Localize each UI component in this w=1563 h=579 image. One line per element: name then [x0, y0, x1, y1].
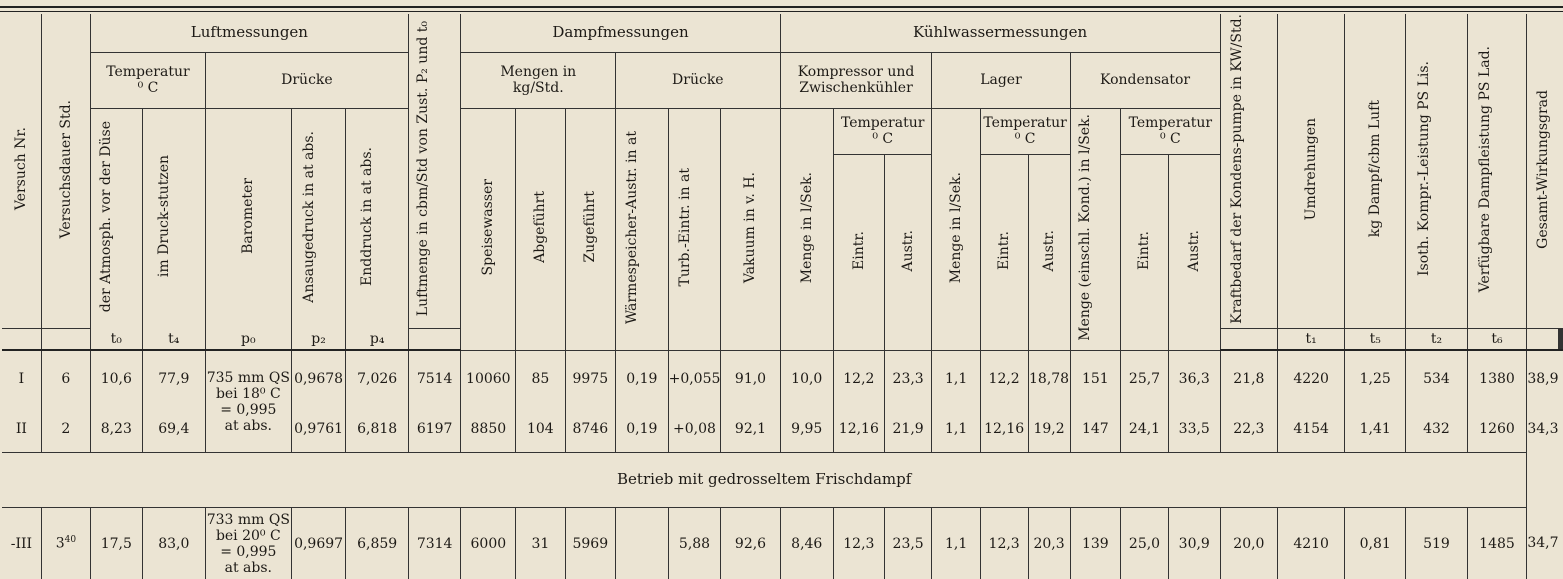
header-zugefuehrt: Zugeführt — [565, 108, 616, 350]
header-l-menge: Menge in l/Sek. — [932, 108, 980, 350]
header-luftmenge: Luftmenge in cbm/Std von Zust. P₂ und t₀ — [408, 14, 461, 328]
header-verfuegbare: Verfügbare Dampfleistung PS Lad. — [1467, 14, 1527, 328]
cell-t0: 8,23 — [90, 406, 142, 452]
header-barometer: Barometer — [206, 108, 292, 328]
header-kuehlwassermessungen: Kühlwassermessungen — [780, 14, 1220, 52]
header-ansaugedruck: Ansaugedruck in at abs. — [291, 108, 346, 328]
measurement-table — [2, 14, 1563, 579]
cell-gesamt: 38,9 — [1527, 350, 1559, 406]
cell-kgdampf: 1,41 — [1345, 406, 1406, 452]
cell-vakuum: 92,1 — [721, 406, 780, 452]
cell-k-menge: 8,46 — [780, 507, 833, 579]
section-banner: Betrieb mit gedrosseltem Frischdampf — [2, 452, 1527, 507]
cell-kraft: 22,3 — [1220, 406, 1277, 452]
cell-speise: 6000 — [461, 507, 516, 579]
cell-turb: 5,88 — [668, 507, 721, 579]
header-temperatur: Temperatur ⁰ C — [90, 52, 205, 108]
header-k-eintr: Eintr. — [833, 154, 884, 350]
section-banner-row — [2, 452, 1563, 507]
sym-blank-2 — [41, 328, 90, 350]
header-ko-eintr: Eintr. — [1121, 154, 1169, 350]
sym-t2: t₂ — [1406, 328, 1467, 350]
cell-nr: II — [2, 406, 41, 452]
cell-isoth: 534 — [1406, 350, 1467, 406]
cell-nr: -III — [2, 507, 41, 579]
cell-kraft: 20,0 — [1220, 507, 1277, 579]
header-kompressor: Kompressor und Zwischenkühler — [780, 52, 932, 108]
cell-p4: 7,026 — [346, 350, 408, 406]
cell-p4: 6,818 — [346, 406, 408, 452]
header-dampfmessungen: Dampfmessungen — [461, 14, 780, 52]
sym-t4: t₄ — [142, 328, 205, 350]
cell-waerme: 0,19 — [616, 406, 669, 452]
cell-zugef: 8746 — [565, 406, 616, 452]
cell-ko-austr: 30,9 — [1168, 507, 1220, 579]
cell-l-austr: 20,3 — [1028, 507, 1070, 579]
cell-abgef: 31 — [516, 507, 565, 579]
cell-k-austr: 23,3 — [884, 350, 932, 406]
cell-p2: 0,9697 — [291, 507, 346, 579]
cell-speise: 8850 — [461, 406, 516, 452]
cell-t0: 17,5 — [90, 507, 142, 579]
header-enddruck: Enddruck in at abs. — [346, 108, 408, 328]
header-waermespeicher: Wärmespeicher-Austr. in at — [616, 108, 669, 350]
cell-p4: 6,859 — [346, 507, 408, 579]
cell-t0: 10,6 — [90, 350, 142, 406]
cell-umdr: 4210 — [1278, 507, 1345, 579]
sym-t5: t₅ — [1345, 328, 1406, 350]
cell-p2: 0,9761 — [291, 406, 346, 452]
cell-k-eintr: 12,2 — [833, 350, 884, 406]
cell-l-menge: 1,1 — [932, 406, 980, 452]
cell-k-menge: 9,95 — [780, 406, 833, 452]
cell-vakuum: 91,0 — [721, 350, 780, 406]
header-dampf-druecke: Drücke — [616, 52, 781, 108]
cell-nr: I — [2, 350, 41, 406]
cell-barometer: 735 mm QS bei 18⁰ C = 0,995 at abs. — [206, 350, 292, 452]
header-k-menge: Menge in l/Sek. — [780, 108, 833, 350]
cell-l-menge: 1,1 — [932, 350, 980, 406]
cell-luftmenge: 6197 — [408, 406, 461, 452]
header-druckstutzen: im Druck-stutzen — [142, 108, 205, 328]
cell-isoth: 432 — [1406, 406, 1467, 452]
header-l-eintr: Eintr. — [980, 154, 1028, 350]
cell-abgef: 104 — [516, 406, 565, 452]
cell-vakuum: 92,6 — [721, 507, 780, 579]
header-versuch-nr: Versuch Nr. — [2, 14, 41, 328]
table-row — [2, 350, 1563, 406]
header-k-temperatur: Temperatur ⁰ C — [833, 108, 932, 154]
header-gesamt: Gesamt-Wirkungsgrad — [1527, 14, 1559, 328]
cell-ko-austr: 33,5 — [1168, 406, 1220, 452]
cell-k-austr: 23,5 — [884, 507, 932, 579]
cell-isoth: 519 — [1406, 507, 1467, 579]
header-umdrehungen: Umdrehungen — [1278, 14, 1345, 328]
sym-p4: p₄ — [346, 328, 408, 350]
header-ko-austr: Austr. — [1168, 154, 1220, 350]
header-versuchsdauer: Versuchsdauer Std. — [41, 14, 90, 328]
header-kondensator: Kondensator — [1070, 52, 1220, 108]
cell-k-eintr: 12,3 — [833, 507, 884, 579]
cell-k-menge: 10,0 — [780, 350, 833, 406]
header-kraftbedarf: Kraftbedarf der Kondens-pumpe in KW/Std. — [1220, 14, 1277, 328]
top-double-rule — [0, 6, 1563, 12]
cell-umdr: 4220 — [1278, 350, 1345, 406]
sym-p0: p₀ — [206, 328, 292, 350]
cell-luftmenge: 7314 — [408, 507, 461, 579]
cell-kgdampf: 1,25 — [1345, 350, 1406, 406]
cell-dauer: 6 — [41, 350, 90, 406]
cell-kraft: 21,8 — [1220, 350, 1277, 406]
cell-barometer: 733 mm QS bei 20⁰ C = 0,995 at abs. — [206, 507, 292, 579]
cell-l-austr: 19,2 — [1028, 406, 1070, 452]
sym-blank-4 — [1220, 328, 1277, 350]
cell-dauer: $3^{40}$ — [41, 507, 90, 579]
cell-t4: 69,4 — [142, 406, 205, 452]
header-isoth: Isoth. Kompr.-Leistung PS Lis. — [1406, 14, 1467, 328]
header-vakuum: Vakuum in v. H. — [721, 108, 780, 350]
cell-speise: 10060 — [461, 350, 516, 406]
cell-ko-menge: 147 — [1070, 406, 1121, 452]
cell-luftmenge: 7514 — [408, 350, 461, 406]
cell-turb: +0,08 — [668, 406, 721, 452]
cell-p2: 0,9678 — [291, 350, 346, 406]
header-abgefuehrt: Abgeführt — [516, 108, 565, 350]
cell-ko-eintr: 25,0 — [1121, 507, 1169, 579]
sym-p2: p₂ — [291, 328, 346, 350]
header-speisewasser: Speisewasser — [461, 108, 516, 350]
cell-ko-menge: 151 — [1070, 350, 1121, 406]
cell-ko-austr: 36,3 — [1168, 350, 1220, 406]
cell-t4: 77,9 — [142, 350, 205, 406]
header-luftmessungen: Luftmessungen — [90, 14, 408, 52]
table-row — [2, 507, 1563, 579]
cell-l-menge: 1,1 — [932, 507, 980, 579]
header-ko-temperatur: Temperatur ⁰ C — [1121, 108, 1221, 154]
cell-verf: 1485 — [1467, 507, 1527, 579]
cell-verf: 1260 — [1467, 406, 1527, 452]
cell-kgdampf: 0,81 — [1345, 507, 1406, 579]
header-kg-dampf: kg Dampf/cbm Luft — [1345, 14, 1406, 328]
cell-ko-eintr: 25,7 — [1121, 350, 1169, 406]
header-ko-menge: Menge (einschl. Kond.) in l/Sek. — [1070, 108, 1121, 350]
sym-t6: t₆ — [1467, 328, 1527, 350]
sym-t0: t₀ — [90, 328, 142, 350]
cell-ko-eintr: 24,1 — [1121, 406, 1169, 452]
header-k-austr: Austr. — [884, 154, 932, 350]
cell-gesamt: 34,3 — [1527, 406, 1559, 452]
cell-k-eintr: 12,16 — [833, 406, 884, 452]
sym-t1: t₁ — [1278, 328, 1345, 350]
cell-l-eintr: 12,2 — [980, 350, 1028, 406]
header-mengen: Mengen in kg/Std. — [461, 52, 616, 108]
header-druecke: Drücke — [206, 52, 409, 108]
header-turb-eintr: Turb.-Eintr. in at — [668, 108, 721, 350]
header-atmosph: der Atmosph. vor der Düse — [90, 108, 142, 328]
cell-verf: 1380 — [1467, 350, 1527, 406]
cell-zugef: 5969 — [565, 507, 616, 579]
header-l-austr: Austr. — [1028, 154, 1070, 350]
cell-turb: +0,055 — [668, 350, 721, 406]
cell-l-eintr: 12,3 — [980, 507, 1028, 579]
cell-t4: 83,0 — [142, 507, 205, 579]
cell-waerme — [616, 507, 669, 579]
cell-gesamt: 34,7 — [1527, 507, 1559, 579]
sym-blank-1 — [2, 328, 41, 350]
sym-blank-3 — [408, 328, 461, 350]
cell-l-austr: 18,78 — [1028, 350, 1070, 406]
cell-ko-menge: 139 — [1070, 507, 1121, 579]
cell-dauer: 2 — [41, 406, 90, 452]
cell-abgef: 85 — [516, 350, 565, 406]
header-l-temperatur: Temperatur ⁰ C — [980, 108, 1070, 154]
cell-zugef: 9975 — [565, 350, 616, 406]
cell-l-eintr: 12,16 — [980, 406, 1028, 452]
cell-k-austr: 21,9 — [884, 406, 932, 452]
cell-waerme: 0,19 — [616, 350, 669, 406]
header-lager: Lager — [932, 52, 1070, 108]
sym-blank-5 — [1527, 328, 1559, 350]
cell-umdr: 4154 — [1278, 406, 1345, 452]
